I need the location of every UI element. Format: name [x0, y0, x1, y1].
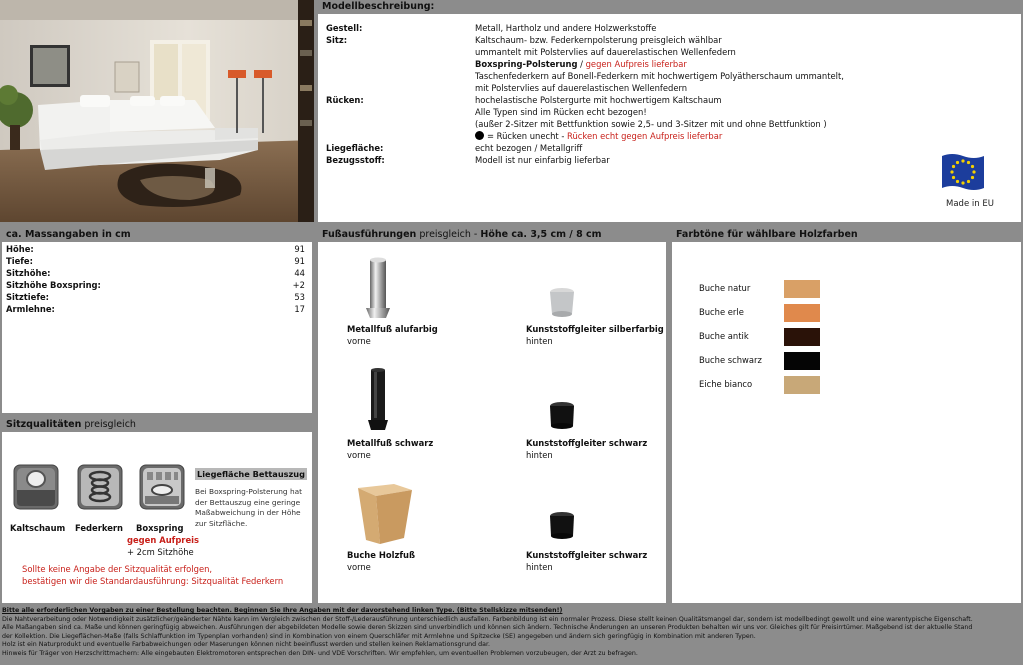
eu-star: [952, 176, 955, 179]
wood-colors-panel: [672, 228, 1021, 603]
foot-name: Kunststoffgleiter silberfarbig: [526, 324, 664, 334]
mass-title: ca. Massangaben in cm: [2, 228, 312, 242]
eu-star: [952, 165, 955, 168]
filled-dot-icon: [475, 131, 484, 140]
model-row-value: mit Polstervlies auf dauerelastischen Wellenfedern: [475, 83, 688, 93]
seat-title-rest: preisgleich: [81, 419, 136, 430]
model-row-label: Liegefläche:: [326, 143, 384, 153]
eu-star: [971, 165, 974, 168]
boxspring-surcharge: gegen Aufpreis: [127, 535, 199, 545]
metal-foot-black-icon: [362, 366, 394, 436]
footer-line: Alle Maßangaben sind ca. Maße und können geringfügig abweichen. Ausführungen der abgebildeten Modelle sowie deren Skizzen sind unverbindlich und können sich ändern. Technische Änderungen an unseren Produkten behalten wir uns vor. Gleiches gilt für Preisirrtümer. Maßgebend ist der aktuelle Stand: [2, 624, 973, 632]
wood-color-swatch: [784, 376, 820, 394]
model-description-title: Modellbeschreibung:: [318, 0, 1021, 14]
feet-title-rest: preisgleich -: [416, 229, 481, 240]
footer-line: der Kollektion. Die Liegeflächen-Maße (falls Schlaffunktion im Typenplan vorhanden) sind in Kombination von einem Querschläfer mit Armlehne und Spitzecke (SE) angegeben und ändern sich geringfügig in Kombination mit anderen Typen.: [2, 632, 756, 640]
model-row-text: [475, 82, 687, 94]
model-row-value: Taschenfederkern auf Bonell-Federkern mit hochwertigem Polyätherschaum ummantelt,: [475, 71, 844, 81]
wood-color-swatch: [784, 304, 820, 322]
feet-title: [318, 228, 666, 242]
eu-star: [956, 180, 959, 183]
model-row-red: gegen Aufpreis lieferbar: [585, 59, 687, 69]
footer-notes: [0, 606, 1023, 665]
seat-quality-title: [2, 418, 312, 432]
boxspring-icon: [139, 464, 185, 510]
metal-foot-silver-icon: [358, 252, 398, 324]
model-row-label: Gestell:: [326, 23, 363, 33]
model-row-value: Metall, Hartholz und andere Holzwerkstoffe: [475, 23, 657, 33]
model-row-text: [475, 58, 687, 70]
foot-name: Kunststoffgleiter schwarz: [526, 550, 648, 560]
model-row-bold: Boxspring-Polsterung: [475, 59, 578, 69]
beech-wood-foot-icon: [354, 482, 416, 546]
spring-core-icon: [77, 464, 123, 510]
seat-quality-name: Boxspring: [136, 523, 184, 533]
sofa-room-image: [0, 0, 314, 222]
boxspring-extra-height: + 2cm Sitzhöhe: [127, 547, 194, 557]
made-in-eu-label: Made in EU: [946, 199, 994, 209]
foot-name: Metallfuß schwarz: [347, 438, 434, 448]
mass-value: +2: [292, 280, 305, 290]
wood-color-name: Buche erle: [699, 307, 744, 317]
model-row-text: [475, 118, 827, 130]
bettauszug-heading: Liegefläche Bettauszug: [195, 468, 307, 480]
mass-value: 91: [294, 256, 305, 266]
model-row-value: hochelastische Polstergurte mit hochwertigem Kaltschaum: [475, 95, 722, 105]
model-row-value: Kaltschaum- bzw. Federkernpolsterung preisgleich wählbar: [475, 35, 722, 45]
model-row-value: Modell ist nur einfarbig lieferbar: [475, 155, 610, 165]
foot-name: Kunststoffgleiter schwarz: [526, 438, 648, 448]
mass-value: 53: [294, 292, 305, 302]
wood-color-name: Buche antik: [699, 331, 749, 341]
plastic-glider-silver-icon: [542, 286, 582, 322]
eu-star: [967, 161, 970, 164]
mass-label: Sitzhöhe:: [6, 268, 51, 278]
mass-value: 17: [294, 304, 305, 314]
eu-star: [950, 170, 953, 173]
wood-color-swatch: [784, 352, 820, 370]
seat-quality-panel: [2, 418, 312, 603]
model-row-text: [475, 34, 722, 46]
model-row-text: [475, 154, 610, 166]
wood-color-swatch: [784, 280, 820, 298]
sofa-photo: [0, 0, 314, 222]
foot-name: Buche Holzfuß: [347, 550, 416, 560]
foot-name: Metallfuß alufarbig: [347, 324, 438, 334]
model-row-sep: -: [558, 131, 568, 141]
eu-star: [961, 181, 964, 184]
model-row-label: Sitz:: [326, 35, 348, 45]
foot-position: vorne: [347, 450, 371, 460]
wood-color-name: Buche schwarz: [699, 355, 762, 365]
wood-color-name: Eiche bianco: [699, 379, 753, 389]
foot-position: vorne: [347, 562, 371, 572]
seat-quality-name: Kaltschaum: [10, 523, 66, 533]
mass-label: Höhe:: [6, 244, 34, 254]
model-row-text: [475, 22, 656, 34]
eu-star: [972, 170, 975, 173]
bettauszug-line: Maßabweichung in der Höhe: [195, 508, 301, 517]
eu-star: [971, 176, 974, 179]
model-row-red: Rücken echt gegen Aufpreis lieferbar: [567, 131, 723, 141]
eu-star: [967, 180, 970, 183]
foot-position: hinten: [526, 562, 553, 572]
foot-position: hinten: [526, 336, 553, 346]
seat-quality-name: Federkern: [75, 523, 123, 533]
mass-label: Armlehne:: [6, 304, 55, 314]
feet-panel: [318, 228, 666, 603]
plastic-glider-black-icon: [542, 400, 582, 434]
wood-color-name: Buche natur: [699, 283, 751, 293]
cold-foam-icon: [13, 464, 59, 510]
foot-position: hinten: [526, 450, 553, 460]
model-row-value: = Rücken unecht: [487, 131, 559, 141]
footer-lines: [2, 616, 1021, 659]
seat-title-bold: Sitzqualitäten: [6, 419, 82, 430]
model-row-value: (außer 2-Sitzer mit Bettfunktion sowie 2,5- und 3-Sitzer mit und ohne Bettfunktion ): [475, 119, 827, 129]
bettauszug-line: Bei Boxspring-Polsterung hat: [195, 487, 303, 496]
feet-title-bold: Fußausführungen: [322, 229, 417, 240]
mass-value: 91: [294, 244, 305, 254]
seat-note-line: bestätigen wir die Standardausführung: Sitzqualität Federkern: [22, 576, 284, 586]
feet-title-height: Höhe ca. 3,5 cm / 8 cm: [480, 229, 602, 240]
model-row-sep: /: [577, 59, 586, 69]
plastic-glider-black-2-icon: [542, 510, 582, 544]
eu-flag-icon: [940, 152, 986, 194]
model-row-value: echt bezogen / Metallgriff: [475, 143, 583, 153]
model-row-text: [475, 46, 736, 58]
seat-note-line: Sollte keine Angabe der Sitzqualität erfolgen,: [22, 564, 213, 574]
wood-color-swatch: [784, 328, 820, 346]
model-row-value: Alle Typen sind im Rücken echt bezogen!: [475, 107, 647, 117]
footer-line: Die Nahtverarbeitung oder Notwendigkeit zusätzlicher/geänderter Nähte kann im Vergleich zwischen der Stoff-/Lederausführung unterschiedlich ausfallen. Farbenbildung ist ein normaler Prozess. Diese stellt keinen Qualitätsmangel dar, sondern ist modellbedingt gewollt und eine warentypische Eigenschaft.: [2, 615, 973, 623]
model-row-label: Rücken:: [326, 95, 364, 105]
model-row-label: Bezugsstoff:: [326, 155, 385, 165]
model-row-text: [475, 130, 722, 142]
model-row-text: [475, 106, 647, 118]
mass-label: Sitztiefe:: [6, 292, 50, 302]
mass-panel: [2, 228, 312, 413]
bettauszug-line: zur Sitzfläche.: [195, 518, 248, 528]
mass-label: Sitzhöhe Boxspring:: [6, 280, 101, 290]
model-description-panel: [318, 0, 1021, 222]
footer-line: Holz ist ein Naturprodukt und eventuelle Farbabweichungen oder Maserungen können nicht beeinflusst werden und stellen keinen Reklamationsgrund dar.: [2, 641, 491, 649]
wood-colors-title: Farbtöne für wählbare Holzfarben: [672, 228, 1021, 242]
mass-value: 44: [294, 268, 305, 278]
foot-position: vorne: [347, 336, 371, 346]
model-row-text: [475, 94, 722, 106]
footer-warning: Bitte alle erforderlichen Vorgaben zu einer Bestellung beachten. Beginnen Sie Ihre Angaben mit der davorstehend linken Type. (Bitte Stellskizze mitsenden!): [2, 607, 563, 614]
eu-star: [956, 161, 959, 164]
model-row-text: [475, 70, 844, 82]
eu-star: [961, 159, 964, 162]
model-row-text: [475, 142, 582, 154]
bettauszug-line: der Bettauszug eine geringe: [195, 497, 301, 507]
model-row-value: ummantelt mit Polstervlies auf dauerelastischen Wellenfedern: [475, 47, 736, 57]
footer-line: Hinweis für Träger von Herzschrittmachern: Alle eingebauten Elektromotoren entsprechen den DIN- und VDE Vorschriften. Wir empfehlen, um eventuellen Problemen vorzubeugen, der Arzt zu befragen.: [2, 649, 638, 657]
mass-label: Tiefe:: [6, 256, 33, 266]
